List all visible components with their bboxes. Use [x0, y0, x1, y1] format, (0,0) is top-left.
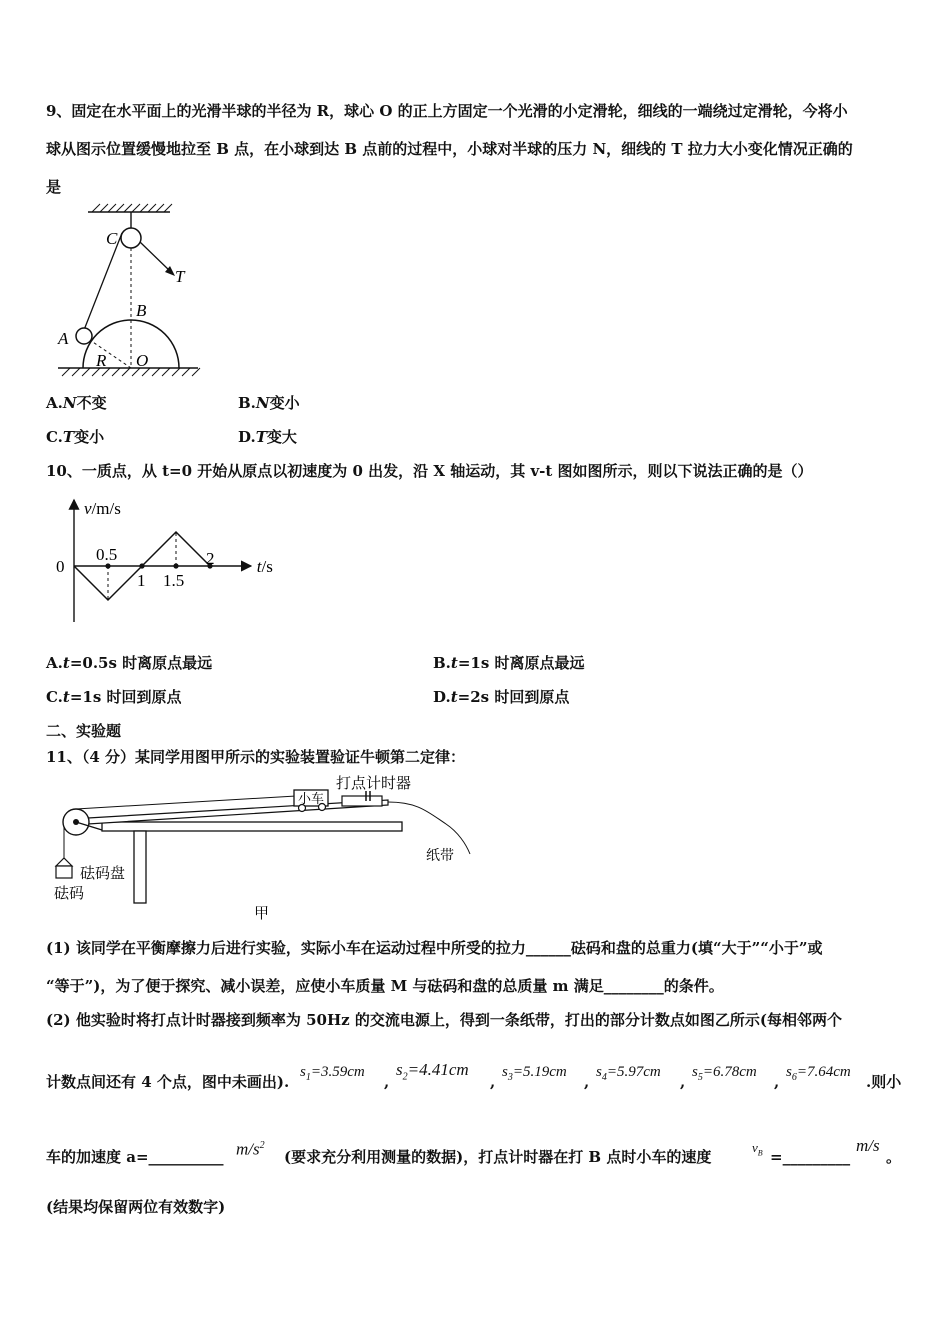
- table-top: [102, 822, 402, 831]
- q9-option-a[interactable]: A.N不变: [46, 394, 107, 412]
- q11-acceleration-blank: 车的加速度 a=__________: [46, 1148, 224, 1166]
- tick-label-2: 2: [206, 549, 215, 568]
- measurement-s3: $s_3=5.19cm$: [502, 1064, 567, 1083]
- q11-part2-line-2-suffix: .则小: [866, 1073, 902, 1091]
- pulley: [121, 228, 141, 248]
- q11-part2-line-1: (2) 他实验时将打点计时器接到频率为 50Hz 的交流电源上，得到一条纸带，打出的部分计数点如图乙所示(每相邻两个: [46, 1011, 842, 1029]
- section-title: 二、实验题: [46, 722, 122, 740]
- measurement-s5: $s_5=6.78cm$: [692, 1064, 757, 1083]
- measurement-s1: $s_1=3.59cm$: [300, 1064, 365, 1083]
- label-r: R: [96, 351, 107, 370]
- q11-part1-line-1: (1) 该同学在平衡摩擦力后进行实验，实际小车在运动过程中所受的拉力______砝码和盘的总重力(填“大于”“小于”或: [46, 939, 823, 957]
- ball-a: [76, 328, 92, 344]
- q9-line-1: 9、固定在水平面上的光滑半球的半径为 R，球心 O 的正上方固定一个光滑的小定滑轮，细线的一端绕过定滑轮，今将小: [46, 102, 848, 120]
- measurement-s2: $s_2=4.41cm$: [396, 1060, 469, 1083]
- x-axis-label: t/s: [256, 557, 273, 576]
- label-o: O: [136, 351, 149, 370]
- q9-option-b[interactable]: B.N变小: [238, 394, 300, 412]
- label-t: T: [175, 267, 185, 286]
- q10-option-d[interactable]: D.t=2s 时回到原点: [433, 688, 570, 706]
- q11-part2-line-2-prefix: 计数点间还有 4 个点，图中未画出).: [46, 1073, 290, 1091]
- q9-option-c[interactable]: C.T变小: [46, 428, 105, 446]
- comma: ,: [384, 1073, 390, 1091]
- label-tape: 纸带: [426, 849, 454, 864]
- label-weights: 砝码: [54, 886, 85, 902]
- label-c: C: [106, 229, 118, 248]
- q11-part1-line-2: “等于”)，为了便于探究、减小误差，应使小车质量 M 与砝码和盘的总质量 m 满足________的条件。: [46, 977, 724, 995]
- tick-label-1: 1: [137, 571, 146, 590]
- q10-vt-chart: [50, 494, 290, 628]
- comma: ,: [774, 1073, 780, 1091]
- q10-option-a[interactable]: A.t=0.5s 时离原点最远: [46, 654, 213, 672]
- q11-note: (结果均保留两位有效数字): [46, 1198, 226, 1216]
- origin-label: 0: [56, 557, 65, 576]
- axis-point: [173, 563, 178, 568]
- figure-caption: 甲: [254, 906, 270, 922]
- label-pan: 砝码盘: [80, 866, 126, 882]
- axis-point: [139, 563, 144, 568]
- y-axis-label: v/m/s: [84, 499, 121, 518]
- q11-stem: 11、（4 分）某同学用图甲所示的实验装置验证牛顿第二定律：: [46, 748, 466, 766]
- unit-velocity: m/s: [856, 1136, 880, 1155]
- q9-hemisphere-figure: [48, 200, 208, 382]
- q11-part3-middle: (要求充分利用测量的数据)，打点计时器在打 B 点时小车的速度: [284, 1148, 712, 1166]
- q11-velocity-blank: =_________: [770, 1148, 851, 1166]
- measurement-s6: $s_6=7.64cm$: [786, 1064, 851, 1083]
- tick-label-1.5: 1.5: [163, 571, 185, 590]
- q10-option-b[interactable]: B.t=1s 时离原点最远: [433, 654, 585, 672]
- label-timer: 打点计时器: [336, 776, 412, 792]
- unit-acceleration: $m/s^2$: [236, 1139, 265, 1159]
- q9-option-d[interactable]: D.T变大: [238, 428, 297, 446]
- comma: ,: [680, 1073, 686, 1091]
- measurement-s4: $s_4=5.97cm$: [596, 1064, 661, 1083]
- label-b: B: [136, 301, 147, 320]
- timer: [342, 796, 382, 806]
- comma: ,: [584, 1073, 590, 1091]
- axis-point: [105, 563, 110, 568]
- label-a: A: [58, 329, 69, 348]
- q10-option-c[interactable]: C.t=1s 时回到原点: [46, 688, 182, 706]
- label-cart: 小车: [298, 791, 325, 806]
- q9-line-2: 球从图示位置缓慢地拉至 B 点，在小球到达 B 点前的过程中，小球对半球的压力 N，细线的 T 拉力大小变化情况正确的: [46, 140, 853, 158]
- tick-label-0.5: 0.5: [96, 545, 118, 564]
- q9-line-3: 是: [46, 178, 62, 196]
- q11-apparatus-figure: [48, 772, 488, 924]
- comma: ,: [490, 1073, 496, 1091]
- period: 。: [886, 1148, 902, 1166]
- table-leg: [134, 831, 146, 903]
- q10-stem: 10、一质点，从 t=0 开始从原点以初速度为 0 出发，沿 X 轴运动，其 v-t 图如图所示，则以下说法正确的是（）: [46, 462, 813, 480]
- velocity-symbol: $v_B$: [752, 1140, 763, 1158]
- weights: [56, 866, 72, 878]
